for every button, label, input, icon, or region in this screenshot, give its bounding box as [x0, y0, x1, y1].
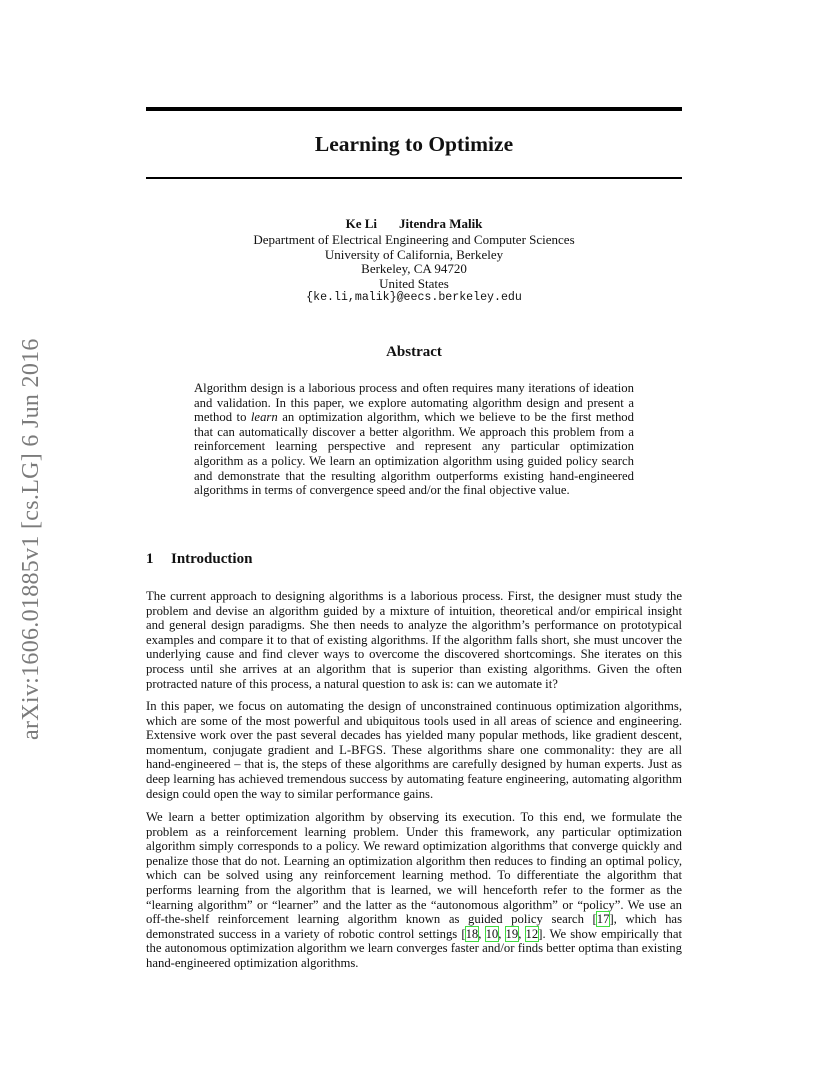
abstract-text-part: an optimization algorithm, which we believe to be the first method that can automatically discover a better algorithm. We approach this problem from a reinforcement learning perspective and represent any particular optimization algorithm as a policy. We learn an optimization algorithm using guided policy search and demonstrate that the resulting algorithm outperforms existing hand-engineered algorithms in terms of convergence speed and/or the final objective value. [194, 410, 634, 498]
abstract-emphasis: learn [250, 410, 278, 425]
body-paragraph: We learn a better optimization algorithm by observing its execution. To this end, we formulate the problem as a reinforcement learning problem. Under this framework, any particular optimization algorithm simply corresponds to a policy. We reward optimization algorithms that converge quickly and penalize those that do not. Learning an optimization algorithm then reduces to finding an optimal policy, which can be solved using any reinforcement learning method. To differentiate the algorithm that performs learning from the algorithm that is learned, we will henceforth refer to the former as the “learning algorithm” or “learner” and the latter as the “autonomous algorithm” or “policy”. We use an off-the-shelf reinforcement learning algorithm known as guided policy search [17], which has demonstrated success in a variety of robotic control settings [18, 10, 19, 12]. We show empirically that the autonomous optimization algorithm we learn converges faster and/or finds better optima than existing hand-engineered optimization algorithms. [146, 810, 683, 970]
author-list [146, 216, 682, 232]
affiliation-block [146, 233, 682, 306]
citation-link[interactable]: 18 [465, 926, 479, 941]
paragraph-text: ]. We show empirically that the autonomous optimization algorithm we learn converges faster and/or finds better optima than existing hand-engineered optimization algorithms. [146, 926, 683, 970]
title-bottom-rule [146, 177, 682, 179]
section-heading [146, 551, 682, 568]
title-top-rule [146, 107, 682, 111]
citation-link[interactable]: 17 [596, 912, 610, 927]
section-number: 1 [146, 551, 154, 567]
affiliation-university: University of California, Berkeley [324, 246, 504, 262]
citation-link[interactable]: 10 [485, 926, 499, 941]
affiliation-country: United States [379, 275, 449, 291]
citation-link[interactable]: 12 [525, 926, 539, 941]
paragraph-text: We learn a better optimization algorithm by observing its execution. To this end, we formulate the problem as a reinforcement learning problem. Under this framework, any particular optimization algorithm simply corresponds to a policy. We reward optimization algorithms that converge quickly and penalize those that do not. Learning an optimization algorithm then reduces to finding an optimal policy, which can be solved using any reinforcement learning method. To differentiate the algorithm that performs learning from the algorithm that is learned, we will henceforth refer to the former as the “learning algorithm” or “learner” and the latter as the “autonomous algorithm” or “policy”. We use an off-the-shelf reinforcement learning algorithm known as guided policy search [ [146, 810, 682, 927]
affiliation-department: Department of Electrical Engineering and Computer Sciences [253, 232, 575, 247]
body-paragraph: In this paper, we focus on automating the design of unconstrained continuous optimization algorithms, which are some of the most powerful and ubiquitous tools used in all areas of science and engineering. Extensive work over the past several decades has yielded many popular methods, like gradient descent, momentum, conjugate gradient and L-BFGS. These algorithms share one commonality: they are all hand-engineered – that is, the steps of these algorithms are carefully designed by human experts. Just as deep learning has achieved tremendous success by automating feature engineering, automating algorithm design could open the way to similar performance gains. [146, 699, 682, 801]
abstract-text-part: Algorithm design is a laborious process and often requires many iterations of ideation and validation. In this paper, we explore automating algorithm design and present a method to [194, 381, 634, 425]
paragraph-text: ], which has demonstrated success in a variety of robotic control settings [ [146, 912, 683, 941]
abstract-heading: Abstract [386, 344, 442, 360]
arxiv-sidebar-stamp: arXiv:1606.01885v1 [cs.LG] 6 Jun 2016 [18, 338, 44, 740]
section-title: Introduction [171, 551, 253, 567]
author-name: Ke Li [345, 216, 377, 231]
author-name: Jitendra Malik [399, 216, 483, 231]
body-paragraph: The current approach to designing algorithms is a laborious process. First, the designer must study the problem and devise an algorithm guided by a mixture of intuition, theoretical and/or empirical insight and general design paradigms. She then needs to analyze the algorithm’s performance on prototypical examples and compare it to that of existing algorithms. If the algorithm falls short, she must uncover the underlying cause and find clever ways to overcome the discovered shortcomings. She iterates on this process until she arrives at an algorithm that is superior than existing algorithms. Given the often protracted nature of this process, a natural question to ask is: can we automate it? [146, 589, 682, 691]
paper-title: Learning to Optimize [314, 132, 514, 156]
abstract-text [194, 381, 634, 498]
citation-link[interactable]: 19 [505, 926, 519, 941]
affiliation-city: Berkeley, CA 94720 [361, 261, 467, 277]
author-email: {ke.li,malik}@eecs.berkeley.edu [306, 291, 522, 305]
